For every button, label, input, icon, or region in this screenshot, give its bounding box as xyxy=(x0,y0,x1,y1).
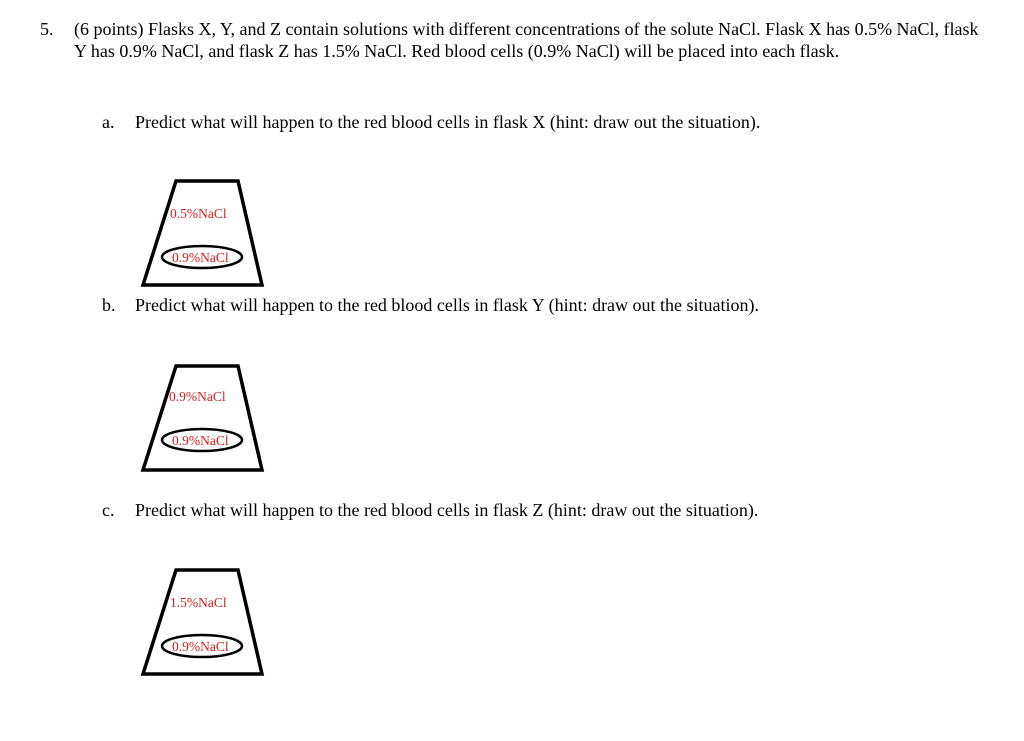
flask-x-cell-label: 0.9%NaCl xyxy=(172,250,229,265)
part-c-letter: c. xyxy=(102,500,115,520)
flask-x-solution-label: 0.5%NaCl xyxy=(170,206,227,221)
flask-z-cell-label: 0.9%NaCl xyxy=(172,639,229,654)
flask-y-diagram xyxy=(140,363,270,475)
flask-z-solution-label: 1.5%NaCl xyxy=(170,595,227,610)
part-a-prompt xyxy=(102,111,760,133)
part-c-text: Predict what will happen to the red blood cells in flask Z (hint: draw out the situation). xyxy=(135,500,759,520)
flask-x-diagram xyxy=(140,178,270,290)
part-b-text: Predict what will happen to the red blood cells in flask Y (hint: draw out the situation). xyxy=(135,295,760,315)
question-number: 5. xyxy=(40,19,54,39)
flask-y-solution-label: 0.9%NaCl xyxy=(169,389,226,404)
part-a-letter: a. xyxy=(102,112,115,132)
question-text: (6 points) Flasks X, Y, and Z contain solutions with different concentrations of the solute NaCl. Flask X has 0.5% NaCl, flask Y has 0.9% NaCl, and flask Z has 1.5% NaCl. Red blood cells (0.9% NaCl) will be placed into each flask. xyxy=(74,19,979,61)
part-b-prompt xyxy=(102,294,759,316)
flask-z-outline xyxy=(143,570,262,674)
flask-y-outline xyxy=(143,366,262,470)
part-b-letter: b. xyxy=(102,295,116,315)
flask-x-outline xyxy=(143,181,262,285)
flask-z-diagram xyxy=(140,567,270,679)
part-c-prompt xyxy=(102,499,758,521)
part-a-text: Predict what will happen to the red blood cells in flask X (hint: draw out the situation). xyxy=(135,112,761,132)
flask-y-cell-label: 0.9%NaCl xyxy=(172,433,229,448)
